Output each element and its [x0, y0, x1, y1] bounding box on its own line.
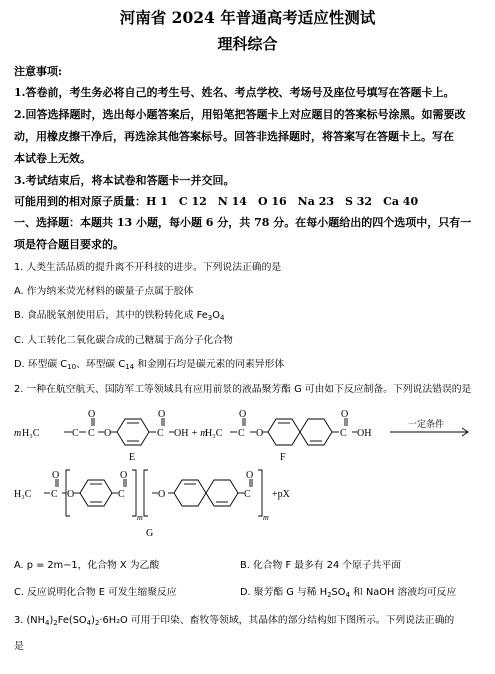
h3c-e: H₃C [22, 428, 40, 439]
atom: OH [174, 428, 189, 439]
atom: O [158, 489, 166, 500]
coef-plus-m: + m [191, 428, 208, 439]
notice-item-3: 3.考试结束后，将本试卷和答题卡一并交回。 [14, 174, 235, 187]
atom: C [157, 428, 164, 439]
atom: C [244, 489, 251, 500]
q1-option-b: B. 食品脱氧剂使用后，其中的铁粉转化成 $Fe_3O_4$ [14, 310, 225, 322]
section-heading-line-1: 一、选择题：本题共 13 小题，每小题 6 分，共 78 分。在每小题给出的四个选项中，只有一 [14, 216, 472, 229]
page-subtitle: 理科综合 [217, 35, 278, 53]
q2-option-b: B. 化合物 F 最多有 24 个原子共平面 [240, 560, 402, 571]
ch3-g: H₃C [14, 489, 32, 500]
notice-item-2-line-2: 动，用橡皮擦干净后，再选涂其他答案标号。回答非选择题时，将答案写在答题卡上。写在 [14, 130, 454, 143]
bracket-right-1 [132, 470, 136, 516]
label-g: G [146, 528, 154, 539]
reaction-condition: 一定条件 [408, 419, 445, 429]
subscript-m-1: m [137, 513, 143, 522]
bracket-right-2 [258, 470, 262, 516]
atomic-mass-line: 可能用到的相对原子质量：H 1 C 12 N 14 O 16 Na 23 S 32 Ca 40 [14, 195, 419, 208]
atom: C [88, 428, 95, 439]
q1-option-c: C. 人工转化二氧化碳合成的己糖属于高分子化合物 [14, 335, 233, 346]
atom: O [120, 470, 128, 481]
q1-option-a: A. 作为纳米荧光材料的碳量子点属于胶体 [14, 286, 194, 297]
q2-stem: 2. 一种在航空航天、国防军工等领域具有应用前景的液晶聚芳酯 G 可由如下反应制备。下列说法错误的是 [14, 384, 472, 395]
atom: C [340, 428, 347, 439]
ch3-f: H₃C [205, 428, 223, 439]
q1-stem: 1. 人类生活品质的提升离不开科技的进步。下列说法正确的是 [14, 262, 282, 273]
q2-option-d: D. 聚芳酯 G 与稀 $H_2SO_4$ 和 NaOH 溶液均可反应 [240, 587, 457, 599]
notice-item-1: 1.答卷前，考生务必将自己的考生号、姓名、考点学校、考场号及座位号填写在答题卡上。 [14, 86, 455, 99]
atom: O [67, 489, 75, 500]
reaction-scheme [0, 398, 495, 540]
atom: OH [357, 428, 372, 439]
atom: O [341, 409, 349, 420]
page-title: 河南省 2024 年普通高考适应性测试 [119, 8, 376, 27]
notice-item-2-line-1: 2.回答选择题时，选出每小题答案后，用铅笔把答题卡上对应题目的答案标号涂黑。如需要改 [14, 108, 466, 121]
atom: O [104, 428, 112, 439]
q1-option-d: D. 环型碳 $C_{10}$、环型碳 $C_{14}$ 和金刚石均是碳元素的同素异形体 [14, 359, 285, 371]
section-heading-line-2: 项是符合题目要求的。 [14, 238, 124, 251]
atom: C [238, 428, 245, 439]
label-f: F [280, 452, 286, 463]
coef-m: m [14, 428, 22, 439]
reaction-svg [0, 398, 495, 540]
atom: O [246, 470, 254, 481]
notice-item-2-line-3: 本试卷上无效。 [14, 152, 91, 165]
bracket-left-2 [144, 470, 148, 516]
q3-stem-line-2: 是 [14, 641, 24, 652]
atom: C [72, 428, 79, 439]
atom: O [239, 409, 247, 420]
atom: O [88, 409, 96, 420]
q2-option-a: A. p = 2m−1，化合物 X 为乙酸 [14, 560, 160, 571]
q3-stem: 3. $(NH_4)_2Fe(SO_4)_2\cdot 6H_2O$ 可用于印染、畜牧等领域，其晶体的部分结构如下图所示。下列说法正确的 [14, 615, 455, 627]
subscript-m-2: m [263, 513, 269, 522]
atom: C [118, 489, 125, 500]
atom: O [256, 428, 264, 439]
plus-px: +pX [272, 489, 290, 500]
atom: C [51, 489, 58, 500]
label-e: E [129, 452, 136, 463]
atom: O [52, 470, 60, 481]
q2-option-c: C. 反应说明化合物 E 可发生缩聚反应 [14, 587, 177, 598]
notice-heading: 注意事项: [14, 65, 63, 78]
atom: O [158, 409, 166, 420]
